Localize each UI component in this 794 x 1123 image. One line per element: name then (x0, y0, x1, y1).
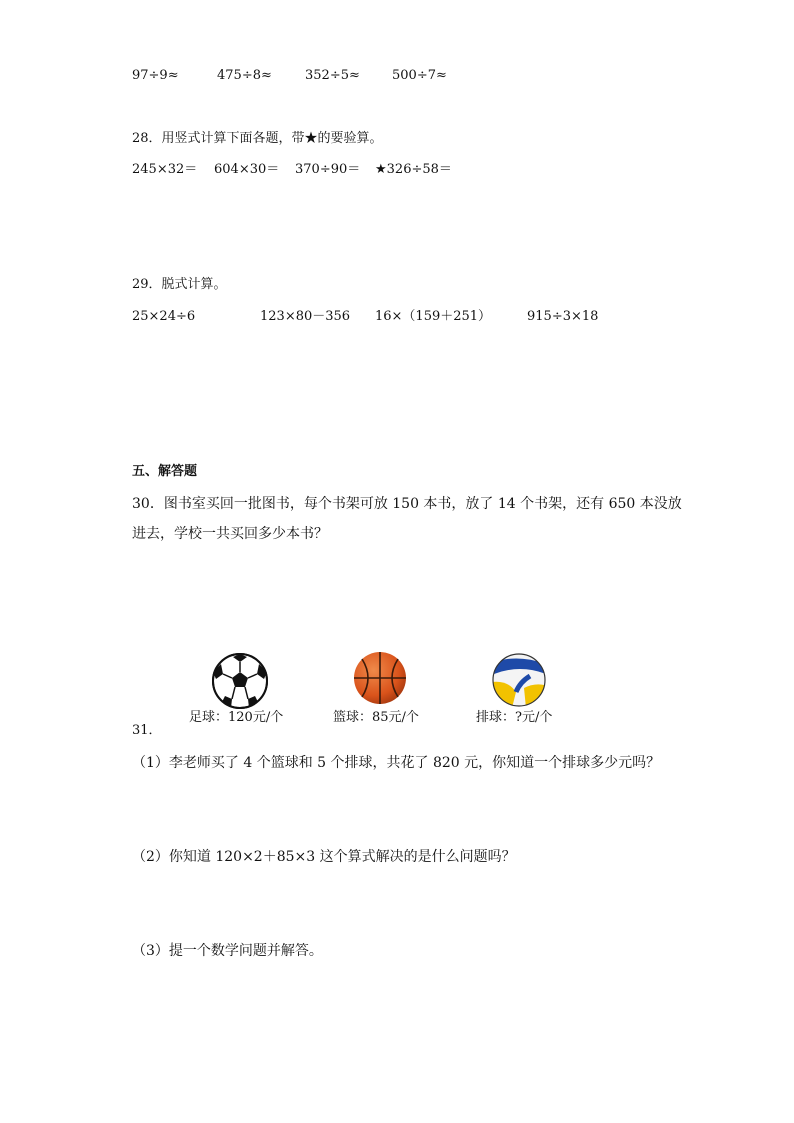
q31-sub-2: （2）你知道 120×2＋85×3 这个算式解决的是什么问题吗？ (132, 849, 516, 865)
q27-expr-4: 500÷7≈ (392, 68, 447, 83)
basketball-icon (352, 650, 408, 706)
q28-title: 28．用竖式计算下面各题，带★的要验算。 (132, 131, 383, 146)
volleyball-icon (490, 652, 548, 708)
q30-line-2: 进去，学校一共买回多少本书？ (132, 526, 328, 542)
q30-line-1: 30．图书室买回一批图书，每个书架可放 150 本书，放了 14 个书架，还有 650 本没放 (132, 496, 682, 512)
q27-expr-2: 475÷8≈ (217, 68, 272, 83)
q28-expr-1: 245×32＝ (132, 162, 198, 177)
soccer-ball-price: 足球：120元/个 (189, 710, 284, 725)
q29-expr-3: 16×（159＋251） (375, 309, 492, 324)
q28-expr-2: 604×30＝ (214, 162, 280, 177)
q29-expr-2: 123×80－356 (260, 309, 351, 324)
q31-sub-3: （3）提一个数学问题并解答。 (132, 943, 323, 959)
q29-title: 29．脱式计算。 (132, 277, 227, 292)
q31-sub-1: （1）李老师买了 4 个篮球和 5 个排球，共花了 820 元，你知道一个排球多少元吗？ (132, 755, 661, 771)
volleyball-price: 排球：?元/个 (476, 710, 553, 725)
q29-expr-1: 25×24÷6 (132, 309, 196, 324)
q29-expr-4: 915÷3×18 (527, 309, 599, 324)
basketball-price: 篮球：85元/个 (333, 710, 419, 725)
q28-expr-3: 370÷90＝ (295, 162, 361, 177)
soccer-ball-icon (211, 652, 269, 710)
q27-expr-1: 97÷9≈ (132, 68, 179, 83)
q31-number: 31． (132, 723, 162, 738)
q27-expr-3: 352÷5≈ (305, 68, 360, 83)
q28-expr-4: ★326÷58＝ (375, 162, 452, 177)
section-title: 五、解答题 (132, 464, 198, 479)
